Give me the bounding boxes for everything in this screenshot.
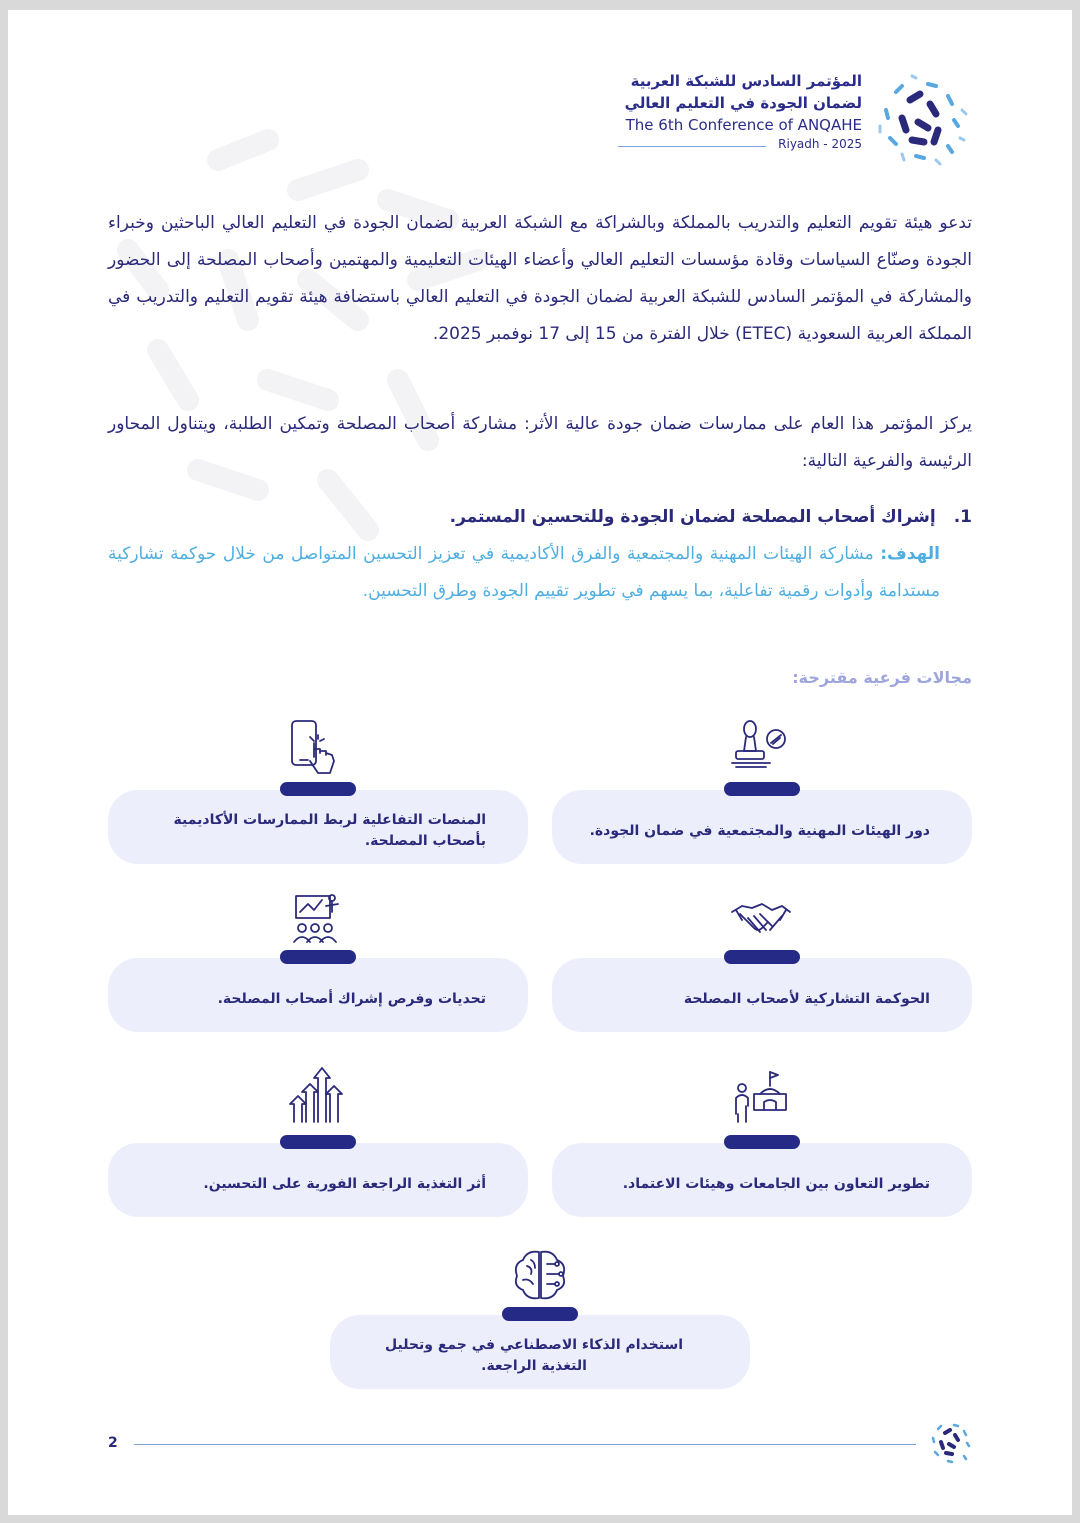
goal-label: الهدف: (880, 544, 941, 564)
page-number: 2 (108, 1435, 118, 1451)
conference-header (502, 70, 972, 180)
conference-title-ar-line2: لضمان الجودة في التعليم العالي (624, 94, 862, 112)
stamp-icon (726, 713, 796, 783)
anqahe-logo-small-icon (926, 1418, 976, 1468)
handshake-icon (726, 886, 796, 956)
section-number: 1. (953, 507, 972, 527)
subfield-card (552, 790, 972, 864)
subfields-heading: مجالات فرعية مقترحة: (792, 668, 972, 687)
document-page (8, 10, 1072, 1515)
card-accent-bar (724, 782, 800, 796)
goal-text: مشاركة الهيئات المهنية والمجتمعية والفرق الأكاديمية في تعزيز التحسين المتواصل من خلال حوكمة تشاركية مستدامة وأدوات رقمية تفاعلية، بما يسهم في تطوير تقييم الجودة وطرق التحسين. (108, 544, 940, 601)
city-year: Riyadh - 2025 (778, 137, 862, 151)
presentation-group-icon (280, 886, 350, 956)
conference-title-block (562, 70, 862, 156)
subfield-card-label: استخدام الذكاء الاصطناعي في جمع وتحليل التغذية الراجعة. (384, 1337, 684, 1374)
conference-title-en: The 6th Conference of ANQAHE (625, 116, 862, 134)
card-accent-bar (724, 1135, 800, 1149)
section-title (450, 500, 972, 534)
growth-arrows-icon (280, 1064, 350, 1134)
phone-touch-icon (280, 713, 350, 783)
subfield-card (330, 1315, 750, 1389)
subfield-card-label: المنصات التفاعلية لربط الممارسات الأكاديمية بأصحاب المصلحة. (173, 812, 486, 849)
conference-title-ar-line1: المؤتمر السادس للشبكة العربية (630, 72, 862, 90)
subfield-card (108, 790, 528, 864)
card-accent-bar (280, 782, 356, 796)
header-divider (618, 146, 766, 147)
section-goal (108, 536, 940, 610)
card-accent-bar (502, 1307, 578, 1321)
card-accent-bar (724, 950, 800, 964)
subfield-card-label: أثر التغذية الراجعة الفورية على التحسين. (203, 1175, 486, 1192)
subfield-card (552, 1143, 972, 1217)
subfield-card-label: الحوكمة التشاركية لأصحاب المصلحة (683, 990, 930, 1007)
section-title-text: إشراك أصحاب المصلحة لضمان الجودة وللتحسين المستمر. (449, 507, 936, 527)
card-accent-bar (280, 1135, 356, 1149)
intro-paragraph-1: تدعو هيئة تقويم التعليم والتدريب بالمملكة وبالشراكة مع الشبكة العربية لضمان الجودة في التعليم العالي الباحثين وخبراء الجودة وصنّاع السياسات وقادة مؤسسات التعليم العالي وأعضاء الهيئات التعليمية والمهتمين وأصحاب المصلحة إلى الحضور والمشاركة في المؤتمر السادس للشبكة العربية لضمان الجودة في التعليم العالي باستضافة هيئة تقويم التعليم والتدريب في المملكة العربية السعودية (ETEC) خلال الفترة من 15 إلى 17 نوفمبر 2025. (108, 213, 972, 344)
subfield-card-label: تحديات وفرص إشراك أصحاب المصلحة. (217, 990, 486, 1007)
subfield-card (552, 958, 972, 1032)
subfield-card (108, 1143, 528, 1217)
subfield-card (108, 958, 528, 1032)
card-accent-bar (280, 950, 356, 964)
ai-brain-icon (505, 1240, 575, 1310)
subfield-card-label: دور الهيئات المهنية والمجتمعية في ضمان الجودة. (589, 822, 930, 839)
university-person-icon (726, 1064, 796, 1134)
city-year-row (562, 136, 862, 156)
anqahe-logo-icon (872, 70, 972, 170)
intro-paragraph-2: يركز المؤتمر هذا العام على ممارسات ضمان جودة عالية الأثر: مشاركة أصحاب المصلحة وتمكين الطلبة، ويتناول المحاور الرئيسة والفرعية التالية: (108, 414, 972, 471)
subfield-card-label: تطوير التعاون بين الجامعات وهيئات الاعتماد. (622, 1175, 930, 1192)
footer-divider (134, 1444, 916, 1445)
